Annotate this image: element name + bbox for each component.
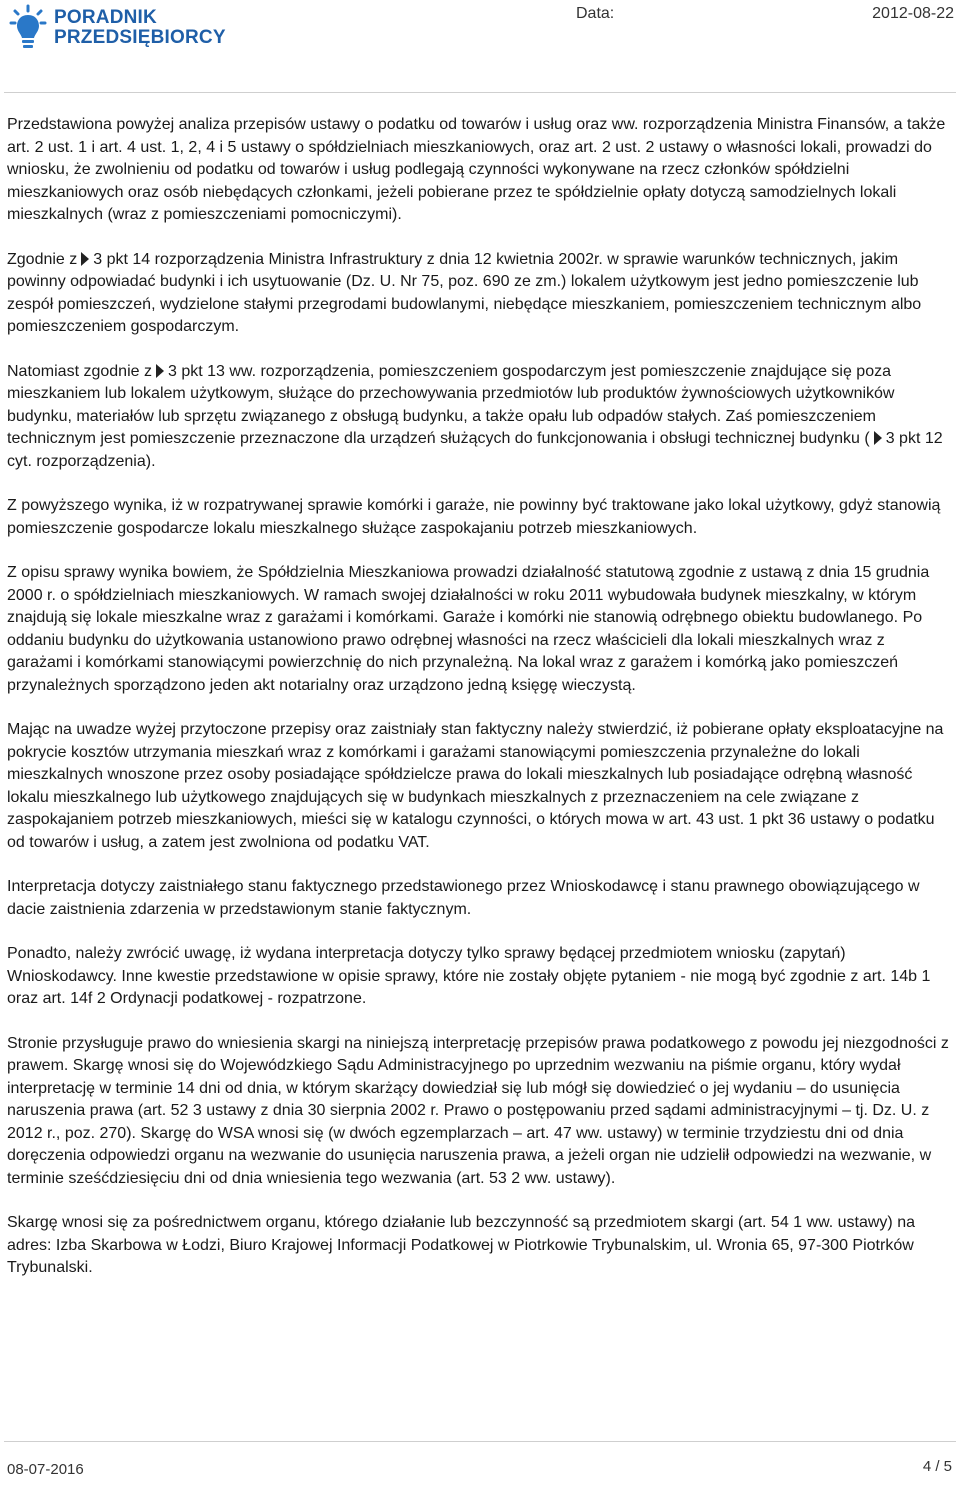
date-value: 2012-08-22 [872,5,954,22]
brand-name [54,8,226,48]
brand-line-2: PRZEDSIĘBIORCY [54,27,226,48]
paragraph-text: Z powyższego wynika, iż w rozpatrywanej sprawie komórki i garaże, nie powinny być traktowane jako lokal użytkowy, gdyż stanowią pomieszczenie gospodarcze lokalu mieszkalnego służące zaspokajaniu potrzeb mieszkaniowych. [7,497,941,537]
section-arrow-icon [80,252,90,266]
page-header [0,0,960,90]
paragraph [7,719,953,854]
document-body [7,114,953,1302]
footer-date: 08-07-2016 [7,1461,84,1478]
paragraph-text: 3 pkt 12 cyt. rozporządzenia). [7,430,943,470]
paragraph [7,495,953,540]
paragraph-text: Przedstawiona powyżej analiza przepisów ustawy o podatku od towarów i usług oraz ww. rozporządzenia Ministra Finansów, a także art. 2 ust. 1 i art. 4 ust. 1, 2, 4 i 5 ustawy o spółdzielniach mieszkaniowych, oraz art. 2 ust. 2 ustawy o własności lokali, prowadzi do wniosku, że zwolnieniu od podatku od towarów i usług podlegają czynności wykonywane na rzecz członków spółdzielni mieszkaniowych oraz osób niebędących członkami, jeżeli pobierane przez te spółdzielnie opłaty dotyczą samodzielnych lokali mieszkalnych (wraz z pomieszczeniami pomocniczymi). [7,116,946,223]
paragraph [7,114,953,227]
paragraph-text: Skargę wnosi się za pośrednictwem organu, którego działanie lub bezczynność są przedmiotem skargi (art. 54 1 ww. ustawy) na adres: Izba Skarbowa w Łodzi, Biuro Krajowej Informacji Podatkowej w Piotrkowie Trybunalskim, ul. Wronia 65, 97-300 Piotrków Trybunalski. [7,1214,915,1276]
header-divider [4,92,956,93]
paragraph [7,876,953,921]
lightbulb-icon [8,4,48,52]
date-label: Data: [576,5,615,22]
paragraph [7,1212,953,1280]
paragraph [7,562,953,697]
paragraph [7,1033,953,1191]
paragraph-text: Stronie przysługuje prawo do wniesienia skargi na niniejszą interpretację przepisów prawa podatkowego z powodu jej niezgodności z prawem. Skargę wnosi się do Wojewódzkiego Sądu Administracyjnego po uprzednim wezwaniu na piśmie organu, który wydał interpretację w terminie 14 dni od dnia, w którym skarżący dowiedział się lub mógł się dowiedzieć o jej wydaniu – do usunięcia naruszenia prawa (art. 52 3 ustawy z dnia 30 sierpnia 2002 r. Prawo o postępowaniu przed sądami administracyjnymi – tj. Dz. U. z 2012 r., poz. 270). Skargę do WSA wnosi się (w dwóch egzemplarzach – art. 47 ww. ustawy) w terminie trzydziestu dni od dnia doręczenia odpowiedzi organu na wezwanie do usunięcia naruszenia prawa, a jeżeli organ nie udzielił odpowiedzi na wezwanie, w terminie sześćdziesięciu dni od dnia wniesienia tego wezwania (art. 53 2 ww. ustawy). [7,1034,949,1187]
footer-divider [4,1441,956,1442]
paragraph-text: Z opisu sprawy wynika bowiem, że Spółdzielnia Mieszkaniowa prowadzi działalność statutową zgodnie z ustawą z dnia 15 grudnia 2000 r. o spółdzielniach mieszkaniowych. W ramach swojej działalności w roku 2011 wybudowała budynek mieszkalny, w którym znajdują się lokale mieszkalne wraz z garażami i komórkami. Garaże i komórki nie stanowią odrębnego obiektu budowlanego. Po oddaniu budynku do użytkowania ustanowiono prawo odrębnej własności na rzecz właścicieli dla lokali mieszkalnych wraz z garażami i komórkami stanowiącymi powierzchnię do nich przynależną. Na lokal wraz z garażem i komórką jako pomieszczeń przynależnych sporządzono jeden akt notarialny oraz urządzono jedną księgę wieczystą. [7,564,930,694]
paragraph-text: Interpretacja dotyczy zaistniałego stanu faktycznego przedstawionego przez Wnioskodawcę i stanu prawnego obowiązującego w dacie zaistnienia zdarzenia w przedstawionym stanie faktycznym. [7,878,920,918]
paragraph-text: Mając na uwadze wyżej przytoczone przepisy oraz zaistniały stan faktyczny należy stwierdzić, iż pobierane opłaty eksploatacyjne na pokrycie kosztów utrzymania mieszkań wraz z komórkami i garażami stanowiącymi pomieszczenia przynależne do lokali mieszkalnych wnoszone przez osoby posiadające spółdzielcze prawa do lokali mieszkalnych lub posiadające odrębną własność lokalu mieszkalnego lub użytkowego znajdujących się w budynkach mieszkalnych z przeznaczeniem na cele związane z zaspokajaniem potrzeb mieszkaniowych, mieści się w katalogu czynności, o których mowa w art. 43 ust. 1 pkt 36 ustawy o podatku od towarów i usług, a zatem jest zwolniona od podatku VAT. [7,721,944,851]
brand-logo[interactable] [8,4,226,52]
paragraph [7,943,953,1011]
section-arrow-icon [873,431,883,445]
paragraph [7,249,953,339]
paragraph-text: Natomiast zgodnie z [7,362,152,380]
brand-line-1: PORADNIK [54,7,157,28]
section-arrow-icon [155,364,165,378]
page-number: 4 / 5 [922,1458,952,1475]
paragraph [7,361,953,474]
paragraph-text: Ponadto, należy zwrócić uwagę, iż wydana interpretacja dotyczy tylko sprawy będącej przedmiotem wniosku (zapytań) Wnioskodawcy. Inne kwestie przedstawione w opisie sprawy, które nie zostały objęte pytaniem - nie mogą być zgodnie z art. 14b 1 oraz art. 14f 2 Ordynacji podatkowej - rozpatrzone. [7,945,931,1007]
paragraph-text: 3 pkt 14 rozporządzenia Ministra Infrastruktury z dnia 12 kwietnia 2002r. w sprawie warunków technicznych, jakim powinny odpowiadać budynki i ich usytuowanie (Dz. U. Nr 75, poz. 690 ze zm.) lokalem użytkowym jest jedno pomieszczenie lub zespół pomieszczeń, wydzielone stałymi przegrodami budowlanymi, niebędące mieszkaniem, pomieszczeniem technicznym albo pomieszczeniem gospodarczym. [7,250,922,335]
paragraph-text: Zgodnie z [7,250,78,268]
paragraph-text: 3 pkt 13 ww. rozporządzenia, pomieszczeniem gospodarczym jest pomieszczenie znajdujące się poza mieszkaniem lub lokalem użytkowym, służące do przechowywania przedmiotów lub produktów żywnościowych użytkowników budynku, materiałów lub sprzętu związanego z obsługą budynku, a także opału lub odpadów stałych. Zaś pomieszczeniem technicznym jest pomieszczenie przeznaczone dla urządzeń służących do funkcjonowania i obsługi technicznej budynku ( [7,362,895,447]
